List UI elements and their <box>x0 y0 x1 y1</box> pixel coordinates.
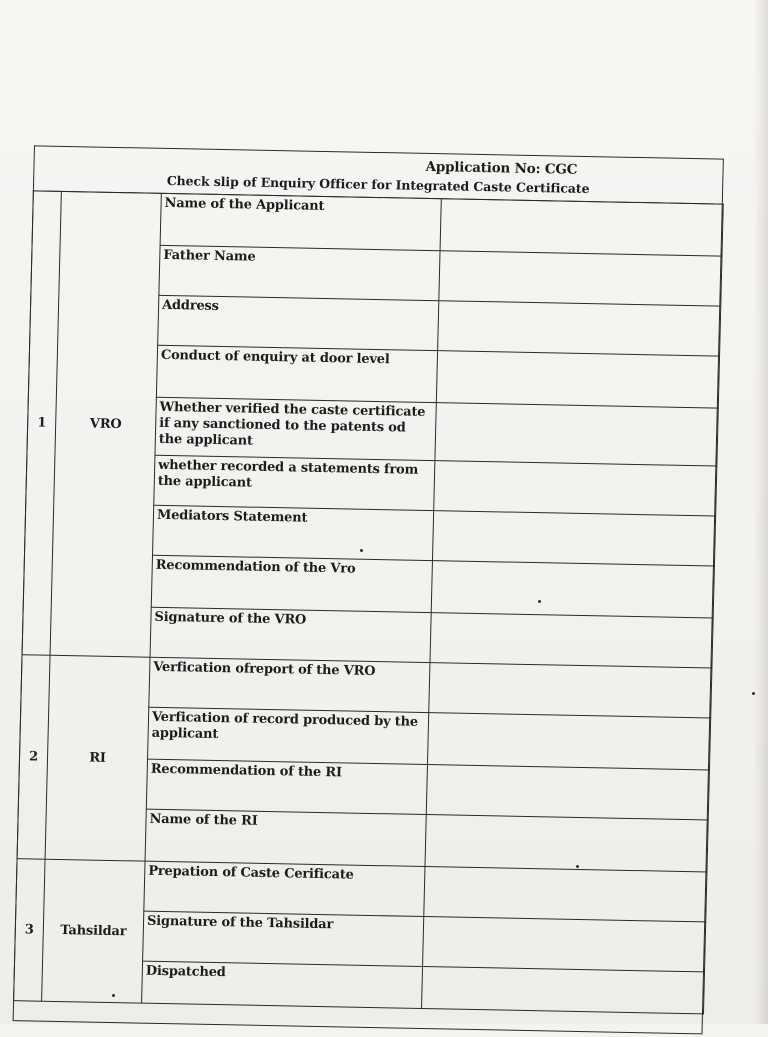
section-role: VRO <box>50 191 161 657</box>
section-number: 3 <box>14 859 45 1001</box>
item-label: Dispatched <box>142 961 423 1008</box>
item-entry-cell[interactable] <box>423 917 706 972</box>
item-label: Father Name <box>159 245 440 300</box>
item-label: Recommendation of the RI <box>146 759 427 814</box>
item-label: Name of the Applicant <box>160 193 441 250</box>
speck-2 <box>538 600 541 603</box>
item-entry-cell[interactable] <box>438 301 721 356</box>
item-label: whether recorded a statements from the applicant <box>154 455 435 510</box>
item-entry-cell[interactable] <box>440 199 723 256</box>
paper-edge-shadow <box>754 0 768 1024</box>
item-label: Verfication of record produced by the applicant <box>148 707 429 764</box>
item-label: Address <box>158 295 439 350</box>
item-entry-cell[interactable] <box>434 461 717 516</box>
item-entry-cell[interactable] <box>435 403 718 466</box>
item-label: Recommendation of the Vro <box>151 555 432 612</box>
item-entry-cell[interactable] <box>432 511 715 566</box>
item-entry-cell[interactable] <box>430 613 713 668</box>
section-number: 2 <box>17 655 50 859</box>
item-label: Verfication ofreport of the VRO <box>149 657 430 712</box>
application-number: Application No: CGC <box>425 158 578 178</box>
item-label: Mediators Statement <box>153 505 434 560</box>
check-slip-document <box>0 145 734 1037</box>
item-entry-cell[interactable] <box>422 966 705 1013</box>
item-entry-cell[interactable] <box>426 765 709 820</box>
item-entry-cell[interactable] <box>439 251 722 306</box>
item-entry-cell[interactable] <box>429 663 712 718</box>
item-entry-cell[interactable] <box>427 713 710 770</box>
item-entry-cell[interactable] <box>425 815 708 872</box>
table-row <box>32 191 723 256</box>
item-label: Whether verified the caste certificate if any sanctioned to the patents od the applicant <box>155 397 436 460</box>
item-label: Prepation of Caste Cerificate <box>144 861 425 916</box>
item-label: Signature of the VRO <box>150 607 431 662</box>
item-label: Conduct of enquiry at door level <box>156 345 437 402</box>
section-number: 1 <box>22 191 61 655</box>
form-title: Check slip of Enquiry Officer for Integrated Caste Certificate <box>33 165 724 204</box>
check-slip-table <box>13 190 724 1014</box>
item-entry-cell[interactable] <box>436 351 719 408</box>
speck-3 <box>576 865 579 868</box>
speck-5 <box>752 692 755 695</box>
section-role: RI <box>45 655 150 861</box>
section-role: Tahsildar <box>42 859 145 1003</box>
item-entry-cell[interactable] <box>431 561 714 618</box>
item-label: Name of the RI <box>145 809 426 866</box>
item-label: Signature of the Tahsildar <box>143 911 424 966</box>
speck-4 <box>112 994 115 997</box>
speck-1 <box>360 549 363 552</box>
item-entry-cell[interactable] <box>424 867 707 922</box>
